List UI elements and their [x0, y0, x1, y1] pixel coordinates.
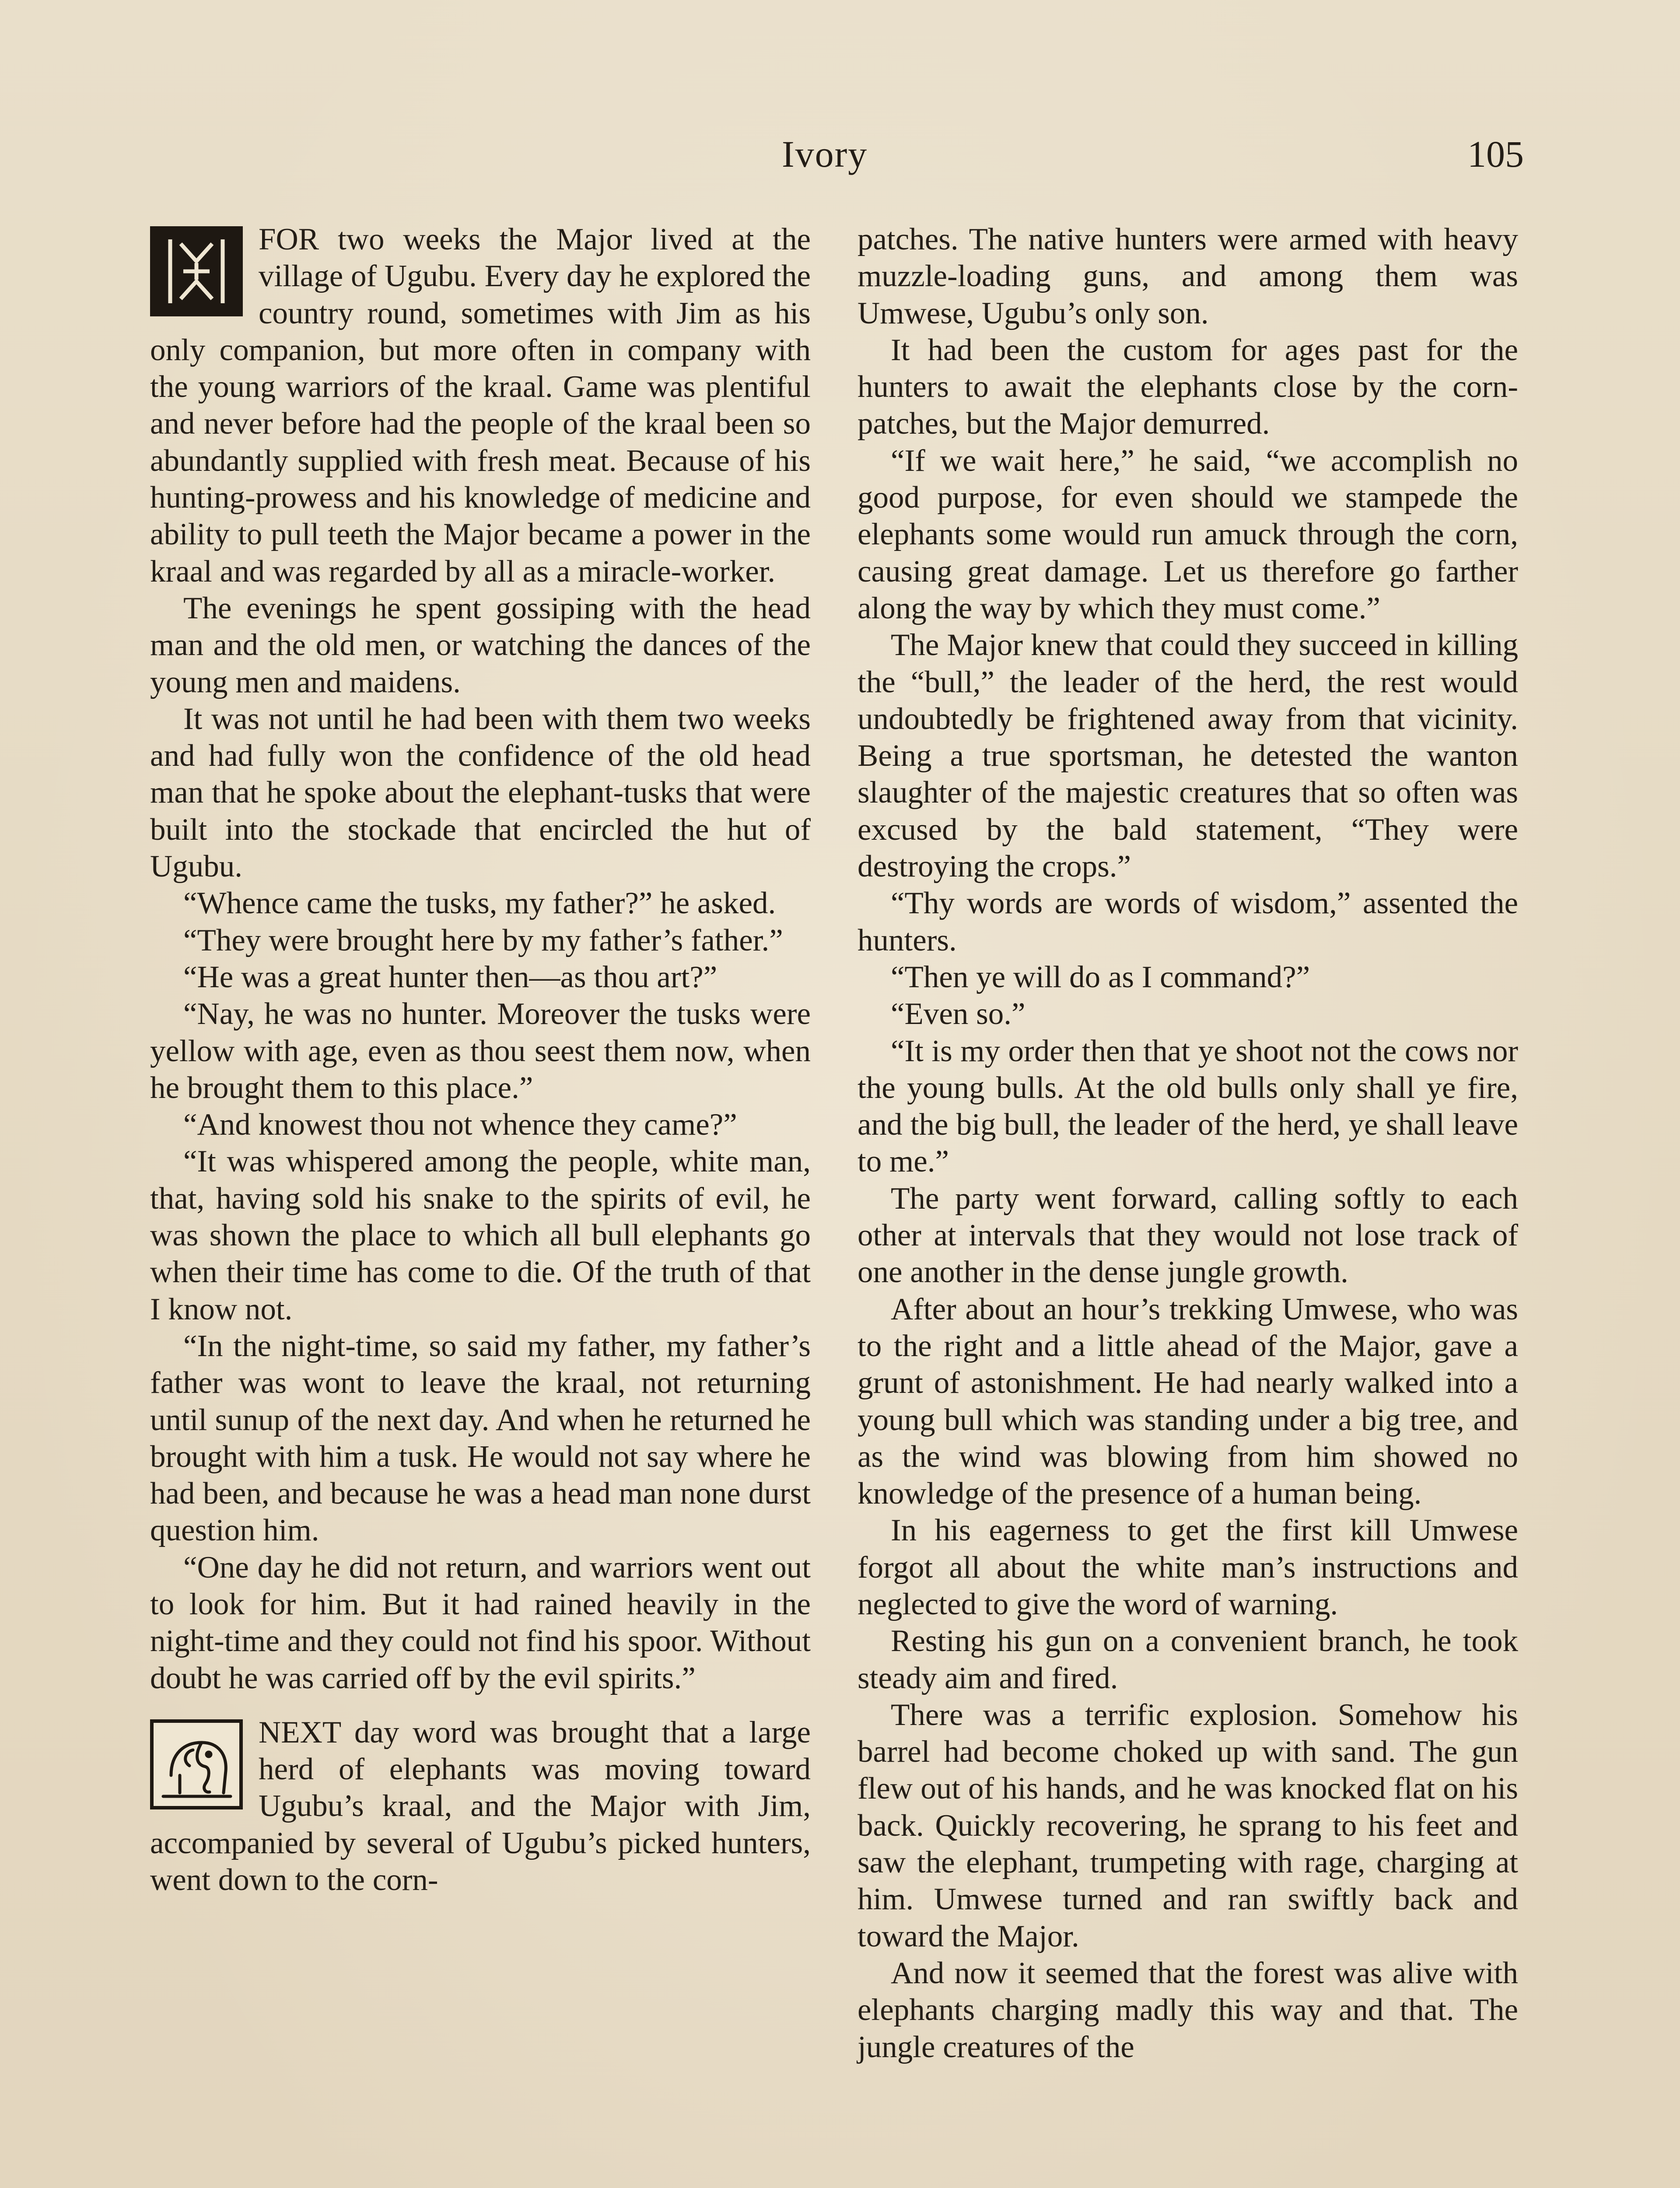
paragraph: The party went forward, calling softly to each other at intervals that they would not lose track of one another in the dense jungle growth.: [858, 1181, 1518, 1290]
paragraph: And now it seemed that the forest was alive with elephants charging madly this way and that. The jungle creatures of the: [858, 1956, 1518, 2064]
paragraph: It was not until he had been with them two weeks and had fully won the confidence of the old head man that he spoke about the elephant-tusks that were built into the stockade that encircled the hut of Ugubu.: [150, 701, 811, 884]
paragraph: “Then ye will do as I command?”: [891, 960, 1310, 994]
paragraph: “One day he did not return, and warriors went out to look for him. But it had rained heavily in the night-time and they could not find his spoor. Without doubt he was carried off by the evil spirits.”: [150, 1550, 811, 1695]
paragraph: “Even so.”: [891, 997, 1026, 1031]
right-column: [858, 221, 1518, 2065]
paragraph: patches. The native hunters were armed with heavy muzzle-loading guns, and among them was Umwese, Ugubu’s only son.: [858, 222, 1518, 330]
paragraph: The evenings he spent gossiping with the head man and the old men, or watching the dances of the young men and maidens.: [150, 591, 811, 699]
paragraph: It had been the custom for ages past for the hunters to await the elephants close by the corn-patches, but the Major demurred.: [858, 333, 1518, 441]
paragraph: “Thy words are words of wisdom,” assented the hunters.: [858, 886, 1518, 957]
paragraph: After about an hour’s trekking Umwese, who was to the right and a little ahead of the Major, gave a grunt of astonishment. He had nearly walked into a young bull which was standing under a big tree, and as the wind was blowing from him showed no knowledge of the presence of a human being.: [858, 1292, 1518, 1511]
running-title: Ivory: [782, 133, 868, 175]
paragraph: The Major knew that could they succeed in killing the “bull,” the leader of the herd, the rest would undoubtedly be frightened away from that vicinity. Being a true sportsman, he detested the wanton slaughter of the majestic creatures that so often was excused by the bald statement, “They were destroying the crops.”: [858, 628, 1518, 884]
paragraph: “Whence came the tusks, my father?” he asked.: [183, 886, 776, 921]
left-column: [150, 221, 811, 1898]
paragraph: “It was whispered among the people, white man, that, having sold his snake to the spirits of evil, he was shown the place to which all bull elephants go when their time has come to die. Of the truth of that I know not.: [150, 1144, 811, 1326]
page-number: 105: [1467, 133, 1524, 175]
paragraph: NEXT day word was brought that a large herd of elephants was moving toward Ugubu’s kraal, and the Major with Jim, accompanied by several of Ugubu’s picked hunters, went down to the corn-: [150, 1715, 811, 1897]
paragraph: “And knowest thou not whence they came?”: [183, 1108, 737, 1142]
paragraph: “They were brought here by my father’s father.”: [183, 923, 783, 957]
paragraph: In his eagerness to get the first kill Umwese forgot all about the white man’s instructions and neglected to give the word of warning.: [858, 1513, 1518, 1621]
paragraph: “It is my order then that ye shoot not the cows nor the young bulls. At the old bulls only shall ye fire, and the big bull, the leader of the herd, ye shall leave to me.”: [858, 1034, 1518, 1179]
elephant-dropcap-icon: [150, 1719, 243, 1809]
paragraph: “Nay, he was no hunter. Moreover the tusks were yellow with age, even as thou seest them now, when he brought them to this place.”: [150, 997, 811, 1105]
paragraph: There was a terrific explosion. Somehow his barrel had become choked up with sand. The gun flew out of his hands, and he was knocked flat on his back. Quickly recovering, he sprang to his feet and saw the elephant, trumpeting with rage, charging at him. Umwese turned and ran swiftly back and toward the Major.: [858, 1697, 1518, 1953]
paragraph: “If we wait here,” he said, “we accomplish no good purpose, for even should we stampede the elephants some would run amuck through the corn, causing great damage. Let us therefore go farther along the way by which they must come.”: [858, 443, 1518, 625]
paragraph: “He was a great hunter then—as thou art?”: [183, 960, 718, 994]
paragraph: Resting his gun on a convenient branch, he took steady aim and fired.: [858, 1624, 1518, 1695]
paragraph: “In the night-time, so said my father, my father’s father was wont to leave the kraal, not returning until sunup of the next day. And when he returned he brought with him a tusk. He would not say where he had been, and because he was a head man none durst question him.: [150, 1329, 811, 1548]
paragraph: FOR two weeks the Major lived at the village of Ugubu. Every day he explored the country round, sometimes with Jim as his only companion, but more often in company with the young warriors of the kraal. Game was plentiful and never before had the people of the kraal been so abundantly supplied with fresh meat. Because of his hunting-prowess and his knowledge of medicine and ability to pull teeth the Major became a power in the kraal and was regarded by all as a miracle-worker.: [150, 222, 811, 589]
decorative-dropcap-ornament-icon: [150, 226, 243, 316]
